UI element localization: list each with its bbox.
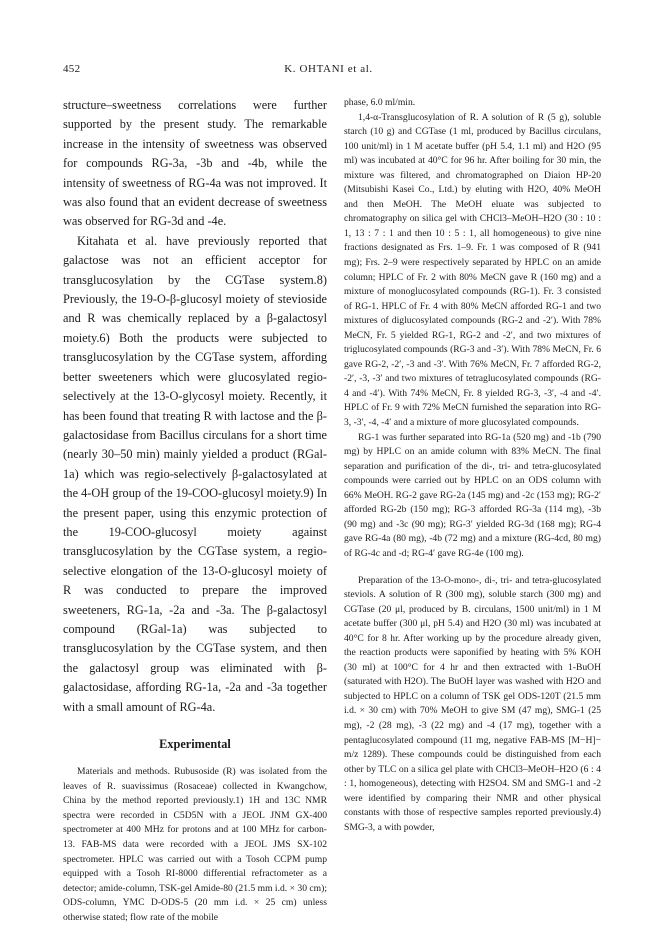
paragraph: Kitahata et al. have previously reported that galactose was not an efficient acceptor for transglucosylation by the CGTase system.8) Previously, the 19-O-β-glucosyl moiety of stevioside and R was chemically replaced by a β-galactosyl moiety.6) Both the products were subjected to transglucosylation by the CGTase system, affording better sweeteners which were glucosylated regio-selectively at the 13-O-glycosyl moiety. Recently, it has been found that treating R with lactose and the β-galactosidase from Bacillus circulans for a short time (nearly 30–50 min) mainly yielded a product (RGal-1a) which was regio-selectively β-galactosylated at the 4-OH group of the 19-COO-glucosyl moiety.9) In the present paper, using this enzymic protection of the 19-COO-glucosyl moiety against transglucosylation by the CGTase system, a regio-selective elongation of the 13-O-glucosyl moiety of R was conducted to prepare the improved sweeteners, RG-1a, -2a and -3a. The β-galactosyl compound (RGal-1a) was subjected to transglucosylation by the CGTase system, and then the galactosyl group was eliminated with β-galactosidase, affording RG-1a, -2a and -3a together with a small amount of RG-4a. (63, 233, 327, 714)
page-number: 452 (63, 63, 81, 75)
paragraph: 1,4-α-Transglucosylation of R. A solution of R (5 g), soluble starch (10 g) and CGTase (1 ml, produced by Bacillus circulans, 100 unit/ml) in 1 M acetate buffer (pH 5.4, 1.1 ml) and H2O (95 ml) was incubated at 40°C for 96 hr. After boiling for 30 min, the mixture was filtered, and chromatographed on Diaion HP-20 (Mitsubishi Kasei Co., Ltd.) by eluting with H2O, 40% MeOH and then MeOH. The MeOH eluate was subjected to chromatography on silica gel with CHCl3–MeOH–H2O (30 : 10 : 1, 13 : 7 : 1 and then 10 : 5 : 1, all homogeneous) to give nine fractions designated as Frs. 1–9. Fr. 1 was composed of R (941 mg); Frs. 2–9 were respectively separated by HPLC on an amide column; HPLC of Fr. 2 with 80% MeCN gave R (160 mg) and a mixture of monoglucosylated compounds (RG-1). Fr. 3 consisted of RG-1. HPLC of Fr. 4 with 80% MeCN afforded RG-1 and two mixtures of diglucosylated compounds (RG-2 and -2′). With 78% MeCN, Fr. 5 yielded RG-1, RG-2 and -2′, and two mixtures of triglucosylated compounds (RG-3 and -3′). With 78% MeCN, Fr. 6 gave RG-2, -2′, -3 and -3′. With 76% MeCN, Fr. 7 afforded RG-2, -2′, -3, -3′ and two mixtures of tetraglucosylated compounds (RG-4 and -4′). With 74% MeCN, Fr. 8 yielded RG-3, -3′, -4 and -4′. HPLC of Fr. 9 with 72% MeCN furnished the separation into RG-3, -3′, -4, -4′ and a mixture of more glucosylated compounds. (344, 111, 601, 429)
running-head: K. OHTANI et al. (284, 63, 373, 75)
paragraph: phase, 6.0 ml/min. (344, 97, 416, 108)
paragraph: Preparation of the 13-O-mono-, di-, tri- and tetra-glucosylated steviols. A solution of R (300 mg), soluble starch (300 mg) and CGTase (20 μl, produced by B. circulans, 1500 unit/ml) in 1 M acetate buffer (300 μl, pH 5.4) and H2O (30 ml) was incubated at 40°C for 8 hr. After working up by the procedure already given, the reaction products were saponified by heating with 5% KOH (30 ml) at 100°C for 4 hr and then extracted with 1-BuOH (saturated with H2O). The BuOH layer was washed with H2O and subjected to HPLC on a column of TSK gel ODS-120T (21.5 mm i.d. × 30 cm) with 70% MeOH to give SM (47 mg), SMG-1 (25 mg), -2 (28 mg), -3 (22 mg) and -4 (17 mg), together with a pentaglucosylated compound (11 mg, negative FAB-MS [M−H]− m/z 1289). These compounds could be distinguished from each other by TLC on a silica gel plate with CHCl3–MeOH–H2O (6 : 4 : 1, homogeneous), detecting with H2SO4. SM and SMG-1 and -2 were identified by comparing their NMR and other physical constants with those of respective samples reported previously.4) SMG-3, a with powder, (344, 574, 601, 833)
left-column (63, 96, 327, 926)
paragraph: Materials and methods. Rubusoside (R) was isolated from the leaves of R. suavissimus (Rosaceae) collected in Kwangchow, China by the method reported previously.1) 1H and 13C NMR spectra were recorded in C5D5N with a JEOL JNM GX-400 spectrometer at 400 MHz for protons and at 100 MHz for carbon-13. FAB-MS data were recorded with a JEOL JMS SX-102 spectrometer. HPLC was carried out with a Tosoh CCPM pump equipped with a Tosoh RI-8000 differential refractometer as a detector; amide-column, TSK-gel Amide-80 (21.5 mm i.d. × 30 cm); ODS-column, YMC D-ODS-5 (20 mm i.d. × 25 cm) unless otherwise stated; flow rate of the mobile (63, 766, 327, 923)
paragraph: RG-1 was further separated into RG-1a (520 mg) and -1b (790 mg) by HPLC on an amide column with 83% MeCN. The final separation and purification of the di-, tri- and tetra-glucosylated compounds were carried out by HPLC on an ODS column with 66% MeOH. RG-2 gave RG-2a (145 mg) and -2c (153 mg); RG-2′ afforded RG-2b (150 mg); RG-3 afforded RG-3a (114 mg), -3b (90 mg) and -3c (90 mg); RG-3′ yielded RG-3d (168 mg); RG-4 gave RG-4a (80 mg), -4b (72 mg) and a mixture (RG-4cd, 80 mg) of RG-4c and -d; RG-4′ gave RG-4e (100 mg). (344, 431, 601, 559)
right-column (344, 96, 601, 835)
paragraph: structure–sweetness correlations were further supported by the present study. The remarkable increase in the intensity of sweetness was observed for compounds RG-3a, -3b and -4b, while the intensity of sweetness of RG-4a was not improved. It was also found that an evident decrease of sweetness was observed for RG-3d and -4e. (63, 98, 327, 229)
section-heading: Experimental (159, 737, 231, 751)
